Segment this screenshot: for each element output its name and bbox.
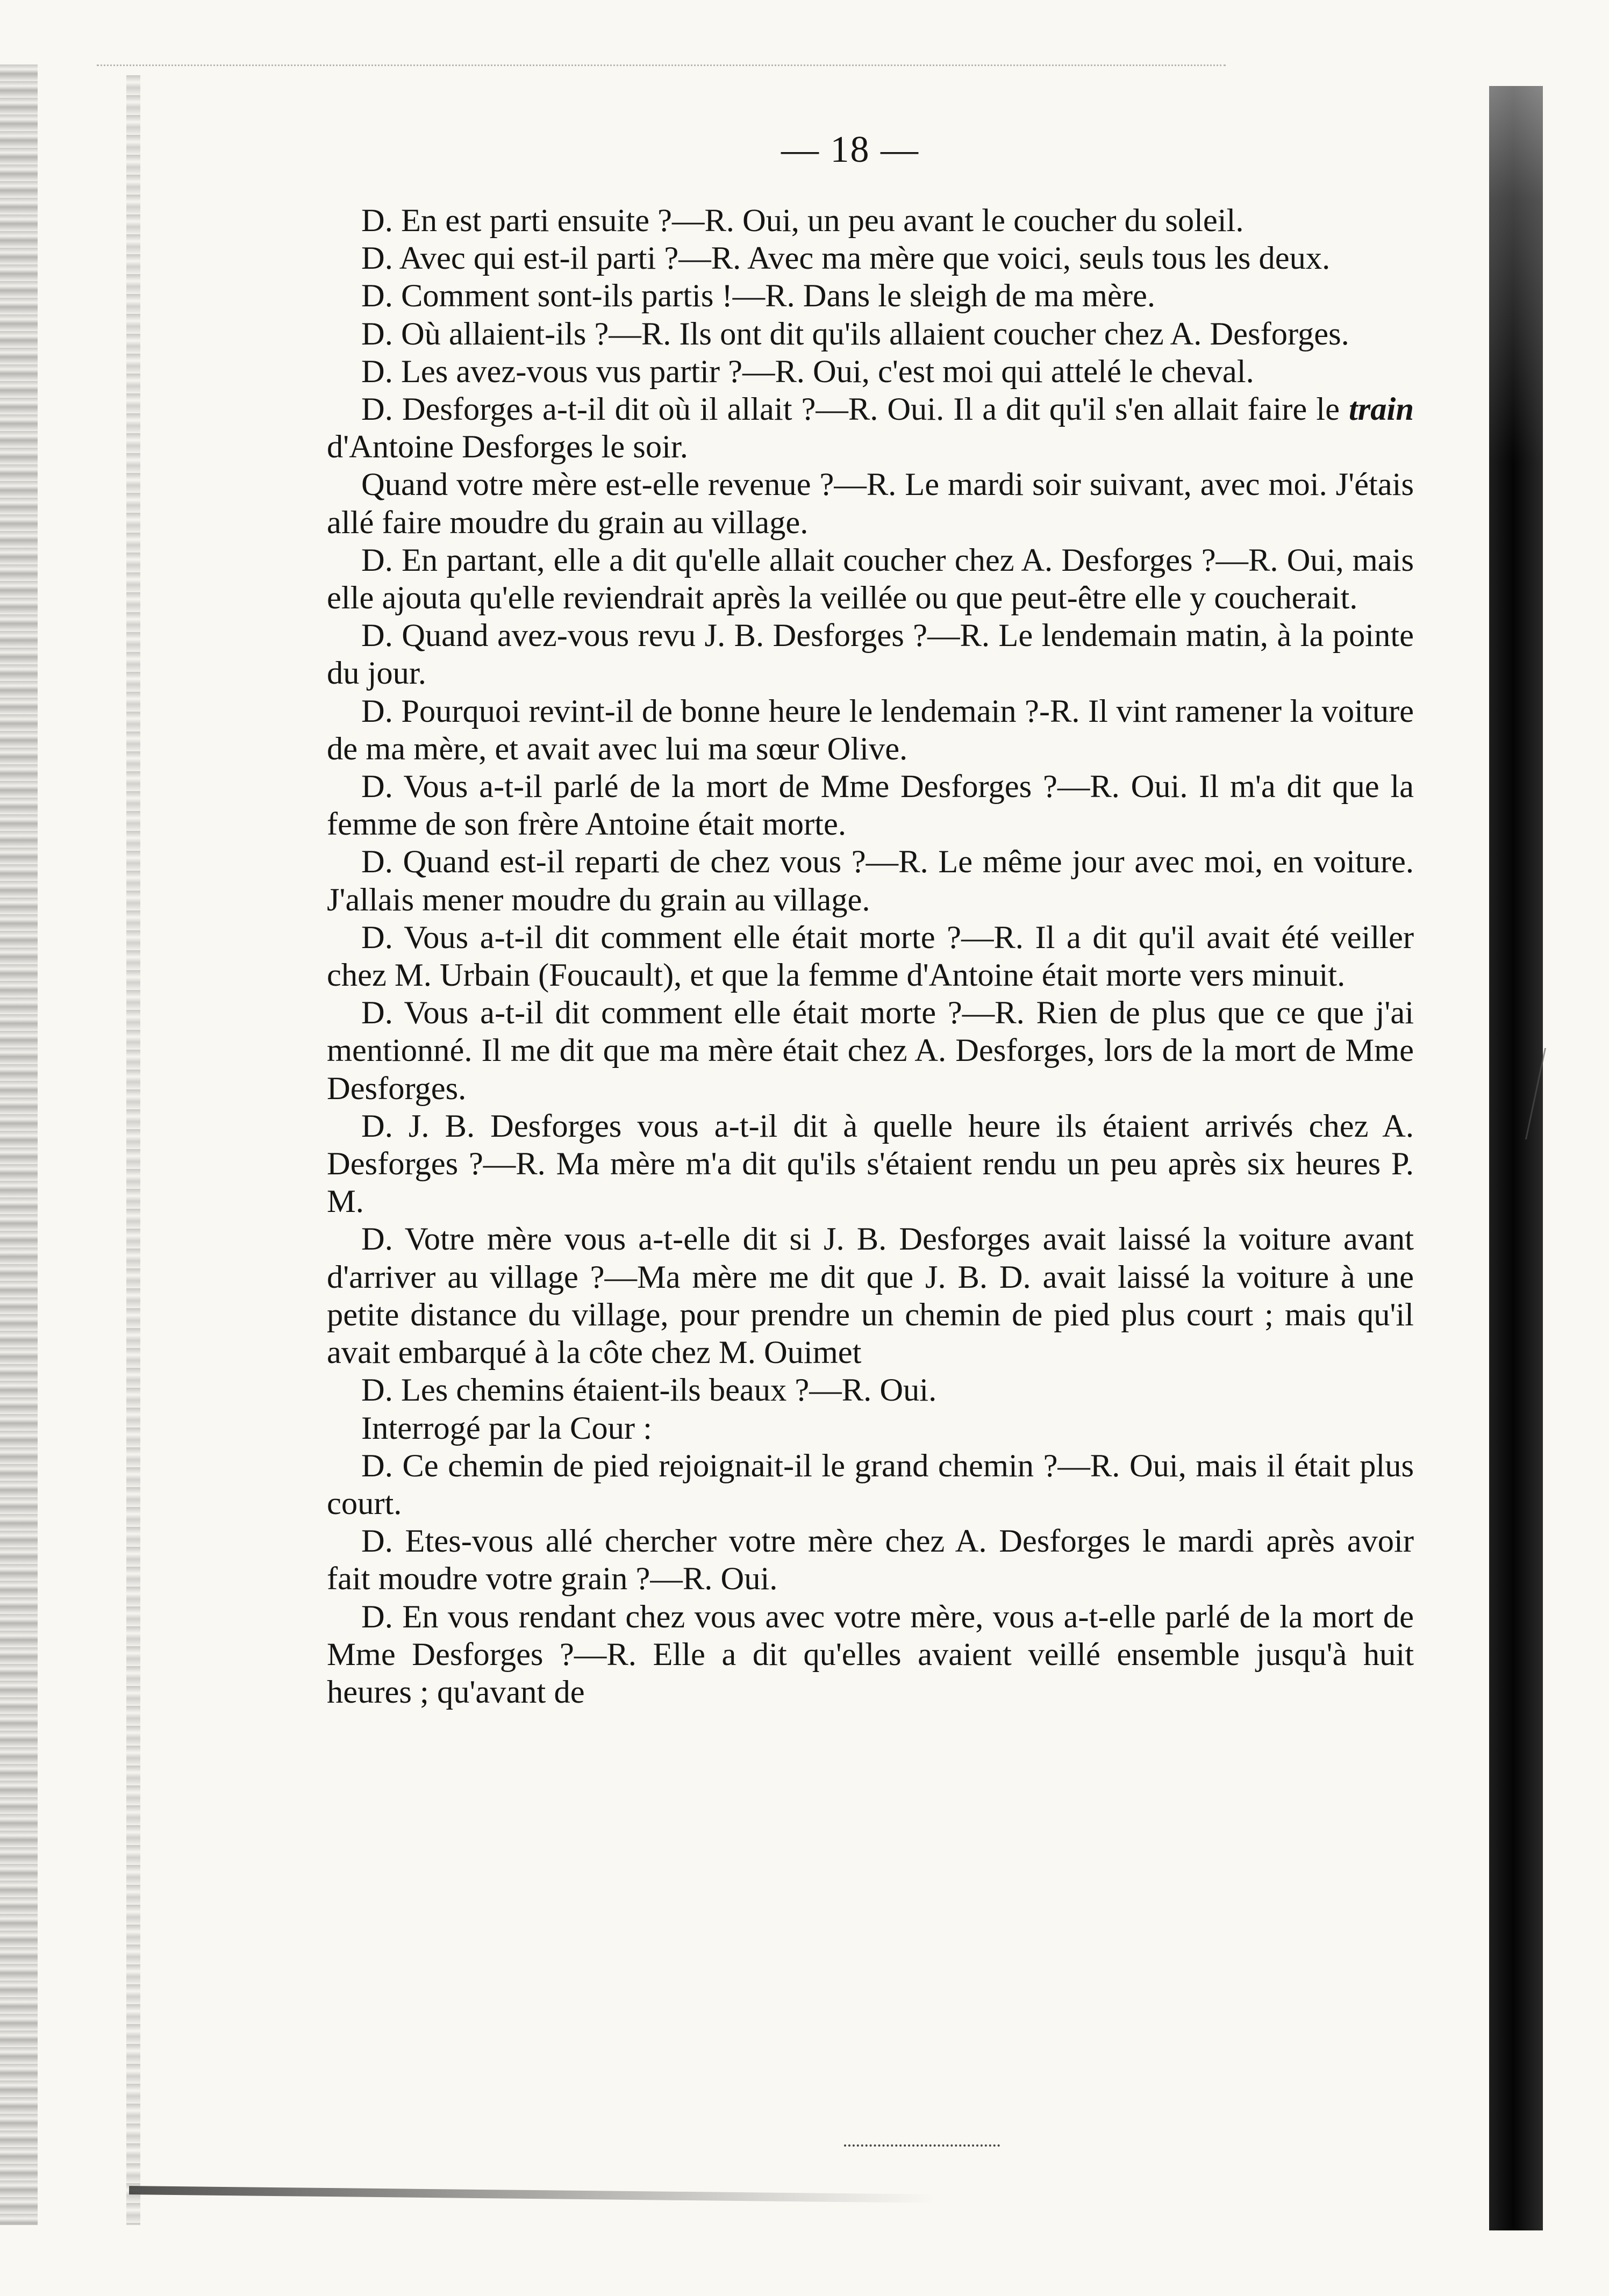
paragraph-text: d'Antoine Desforges le soir. [327,429,688,465]
paragraph: D. Les avez-vous vus partir ?—R. Oui, c'est moi qui attelé le cheval. [361,353,1254,390]
paragraph: Interrogé par la Cour : [361,1410,652,1446]
paragraph: D. Avec qui est-il parti ?—R. Avec ma mère que voici, seuls tous les deux. [361,240,1331,277]
paragraph [327,391,1414,466]
paragraph: D. Vous a-t-il dit comment elle était morte ?—R. Il a dit qu'il avait été veiller chez M. Urbain (Foucault), et que la femme d'Antoine était morte vers minuit. [327,919,1414,994]
paragraph: D. J. B. Desforges vous a-t-il dit à quelle heure ils étaient arrivés chez A. Desforges ?—R. Ma mère m'a dit qu'ils s'étaient rendu un peu après six heures P. M. [327,1108,1414,1220]
scan-bottom-edge [129,2186,935,2203]
page-number: — 18 — [781,129,919,170]
paragraph-text: D. Desforges a-t-il dit où il allait ?—R. Oui. Il a dit qu'il s'en allait faire le [361,391,1349,428]
bottom-dotted-line [844,2144,1000,2147]
scan-top-edge [97,64,1226,66]
paragraph: Quand votre mère est-elle revenue ?—R. Le mardi soir suivant, avec moi. J'étais allé faire moudre du grain au village. [327,467,1414,541]
paragraph: D. Les chemins étaient-ils beaux ?—R. Oui. [361,1372,937,1409]
paragraph: D. Votre mère vous a-t-elle dit si J. B. Desforges avait laissé la voiture avant d'arriver au village ?—Ma mère me dit que J. B. D. avait laissé la voiture à une petite distance du village, pour prendre un chemin de pied plus court ; mais qu'il avait embarqué à la côte chez M. Ouimet [327,1221,1414,1371]
paragraph: D. Comment sont-ils partis !—R. Dans le sleigh de ma mère. [361,278,1155,314]
paragraph: D. En est parti ensuite ?—R. Oui, un peu avant le coucher du soleil. [361,203,1244,239]
paragraph: D. Pourquoi revint-il de bonne heure le lendemain ?-R. Il vint ramener la voiture de ma mère, et avait avec lui ma sœur Olive. [327,693,1414,767]
paragraph: D. Quand est-il reparti de chez vous ?—R. Le même jour avec moi, en voiture. J'allais mener moudre du grain au village. [327,844,1414,918]
paragraph: D. En vous rendant chez vous avec votre mère, vous a-t-elle parlé de la mort de Mme Desforges ?—R. Elle a dit qu'elles avaient veillé ensemble jusqu'à huit heures ; qu'avant de [327,1598,1414,1710]
paragraph: D. Quand avez-vous revu J. B. Desforges ?—R. Le lendemain matin, à la pointe du jour. [327,618,1414,692]
paragraph: D. Etes-vous allé chercher votre mère chez A. Desforges le mardi après avoir fait moudre votre grain ?—R. Oui. [327,1523,1414,1597]
scan-binding-shadow [126,75,140,2225]
body-text [327,202,1414,1711]
paragraph: D. Ce chemin de pied rejoignait-il le grand chemin ?—R. Oui, mais il était plus court. [327,1447,1414,1522]
italic-word: train [1348,391,1414,428]
paragraph: D. En partant, elle a dit qu'elle allait coucher chez A. Desforges ?—R. Oui, mais elle ajouta qu'elle reviendrait après la veillée ou que peut-être elle y coucherait. [327,542,1414,616]
scan-left-edge [0,64,38,2225]
paragraph: D. Où allaient-ils ?—R. Ils ont dit qu'ils allaient coucher chez A. Desforges. [361,315,1349,352]
paragraph: D. Vous a-t-il dit comment elle était morte ?—R. Rien de plus que ce que j'ai mentionné. Il me dit que ma mère était chez A. Desforges, lors de la mort de Mme Desforges. [327,995,1414,1107]
paragraph: D. Vous a-t-il parlé de la mort de Mme Desforges ?—R. Oui. Il m'a dit que la femme de son frère Antoine était morte. [327,769,1414,843]
